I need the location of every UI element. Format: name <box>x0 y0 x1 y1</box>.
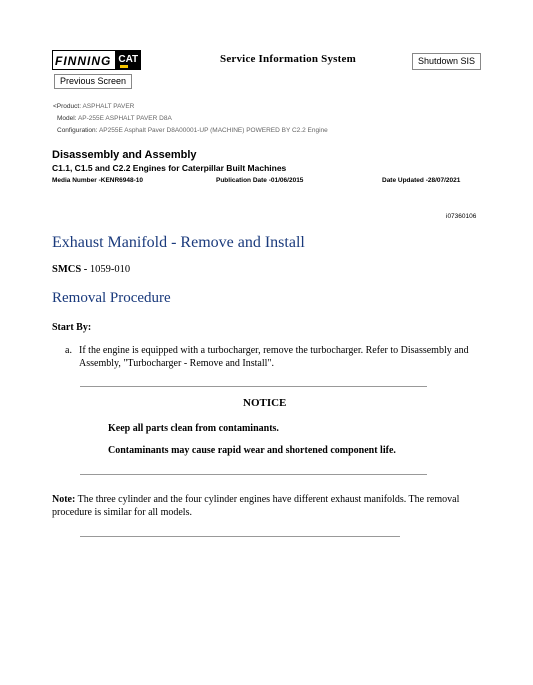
product-value: ASPHALT PAVER <box>82 103 135 110</box>
configuration-value: AP255E Asphalt Paver D8A00001-UP (MACHINE) POWERED BY C2.2 Engine <box>98 127 328 134</box>
system-title: Service Information System <box>220 53 356 65</box>
note-paragraph <box>52 494 484 519</box>
publication-date: Publication Date -01/06/2015 <box>216 177 304 184</box>
notice-line-1: Keep all parts clean from contaminants. <box>108 423 279 434</box>
cat-logo-badge: CAT <box>115 50 141 70</box>
model-line <box>57 115 172 122</box>
media-number: Media Number -KENR6948-10 <box>52 177 144 184</box>
smcs-value: 1059-010 <box>89 264 131 275</box>
configuration-label: Configuration: <box>57 127 98 134</box>
note-text: The three cylinder and the four cylinder engines have different exhaust manifolds. The removal procedure is similar for all models. <box>52 494 460 518</box>
document-title: Disassembly and Assembly <box>52 149 197 161</box>
document-subtitle: C1.1, C1.5 and C2.2 Engines for Caterpillar Built Machines <box>52 163 287 173</box>
finning-cat-logo <box>52 50 141 70</box>
page-title: Exhaust Manifold - Remove and Install <box>52 234 305 251</box>
product-line <box>53 103 134 110</box>
bottom-divider <box>80 536 400 537</box>
step-a-text: If the engine is equipped with a turbocharger, remove the turbocharger. Refer to Disassembly and Assembly, "Turbocharger - Remove and Install". <box>79 345 469 369</box>
finning-logo-text: FINNING <box>52 50 115 70</box>
shutdown-sis-button[interactable]: Shutdown SIS <box>412 53 481 70</box>
step-a <box>65 345 477 370</box>
start-by-label: Start By: <box>52 322 92 333</box>
smcs-label: SMCS - <box>52 264 90 275</box>
step-a-label: a. <box>65 345 72 356</box>
smcs-code <box>52 264 130 275</box>
previous-screen-button[interactable]: Previous Screen <box>54 74 132 89</box>
notice-title: NOTICE <box>243 397 287 409</box>
notice-top-divider <box>80 386 427 387</box>
notice-line-2: Contaminants may cause rapid wear and shortened component life. <box>108 445 396 456</box>
model-label: Model: <box>57 115 77 122</box>
date-updated: Date Updated -28/07/2021 <box>382 177 461 184</box>
configuration-line <box>57 127 328 134</box>
note-label: Note: <box>52 494 76 505</box>
product-label[interactable]: <Product: <box>53 103 82 110</box>
document-id: i07360106 <box>446 213 477 220</box>
notice-bottom-divider <box>80 474 427 475</box>
removal-procedure-heading: Removal Procedure <box>52 290 171 306</box>
model-value: AP-255E ASPHALT PAVER D8A <box>77 115 172 122</box>
